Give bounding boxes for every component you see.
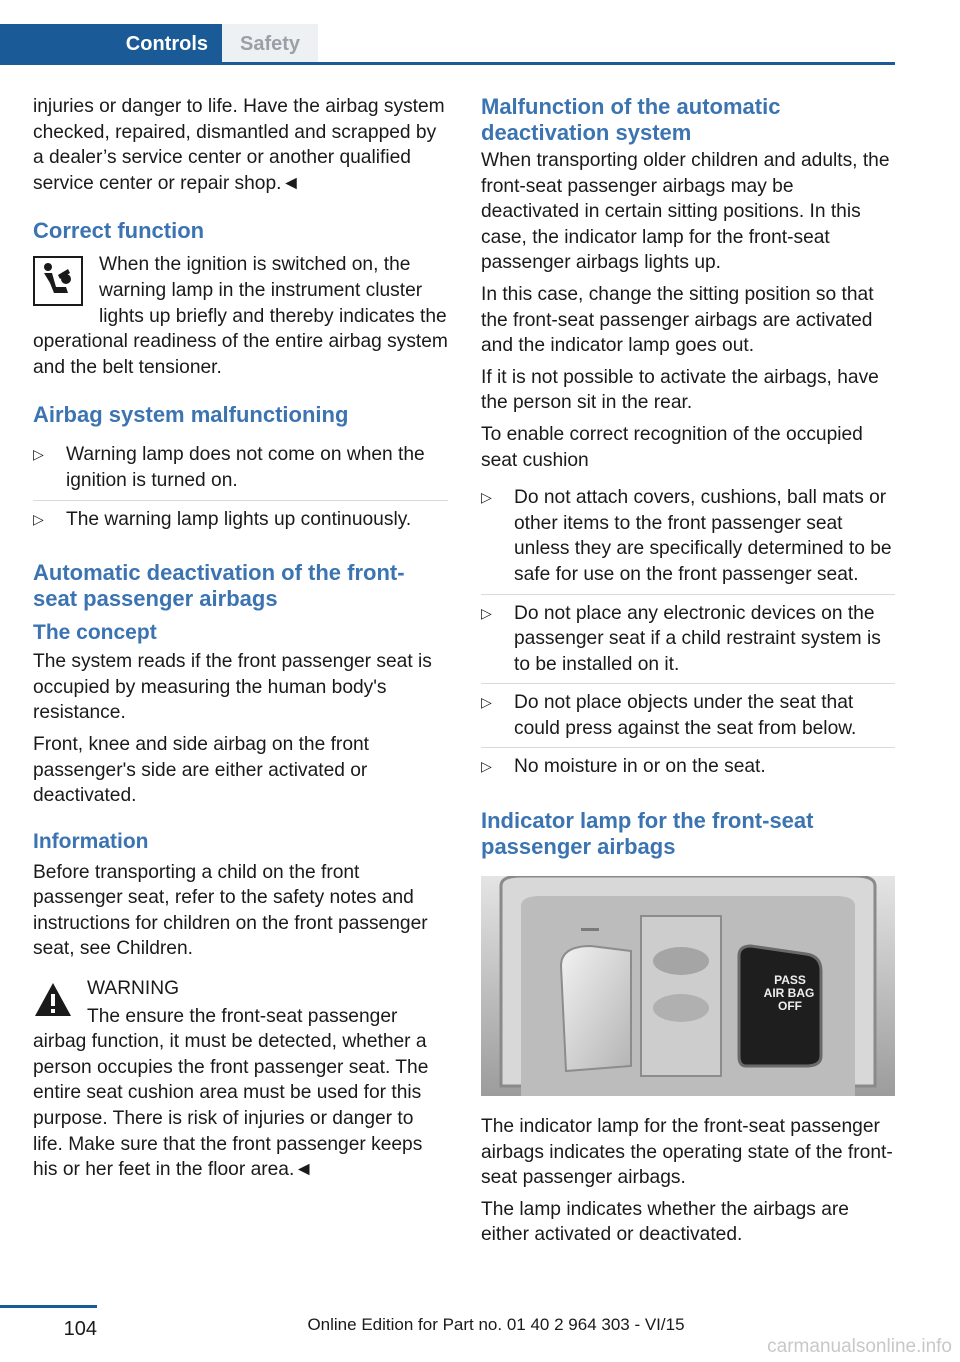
correct-function-block	[33, 252, 448, 380]
list-item: ▷ The warning lamp lights up continuously.	[33, 501, 448, 539]
heading-airbag-malfunction: Airbag system malfunctioning	[33, 402, 349, 428]
warning-title: WARNING	[87, 978, 180, 1000]
concept-paragraph: Front, knee and side airbag on the front passenger's side are either activated or deactivated.	[33, 733, 369, 807]
malfunction-list	[33, 436, 448, 538]
malfunction-auto-paragraph: In this case, change the sitting position so that the front-seat passenger airbags are activated and the indicator lamp goes out.	[481, 283, 874, 357]
heading-indicator-lamp: Indicator lamp for the front-seat passenger airbags	[481, 808, 814, 860]
heading-malfunction-auto: Malfunction of the automatic deactivation system	[481, 94, 781, 145]
indicator-paragraph: The indicator lamp for the front-seat passenger airbags indicates the operating state of the front-seat passenger airbags.	[481, 1116, 893, 1189]
list-item: ▷ Warning lamp does not come on when the ignition is turned on.	[33, 436, 448, 500]
seat-cushion-list	[481, 479, 895, 786]
watermark: carmanualsonline.info	[767, 1336, 952, 1357]
photo-label-airbag: AIR BAG	[763, 986, 815, 1001]
warning-triangle-icon	[33, 980, 73, 1020]
list-item: ▷ Do not place objects under the seat that could press against the seat from below.	[481, 684, 895, 748]
photo-label-pass: PASS	[774, 973, 806, 988]
triangle-bullet-icon: ▷	[33, 510, 44, 527]
malfunction-auto-paragraph: To enable correct recognition of the occupied seat cushion	[481, 423, 863, 471]
triangle-bullet-icon: ▷	[481, 489, 492, 506]
indicator-paragraph: The lamp indicates whether the airbags are either activated or deactivated.	[481, 1198, 849, 1246]
tab-controls[interactable]: Controls	[0, 24, 226, 62]
left-column	[33, 94, 448, 1189]
indicator-lamp-photo	[481, 876, 895, 1096]
edition-footer: Online Edition for Part no. 01 40 2 964 303 - VI/15	[307, 1315, 685, 1334]
triangle-bullet-icon: ▷	[481, 604, 492, 621]
triangle-bullet-icon: ▷	[481, 694, 492, 711]
triangle-bullet-icon: ▷	[481, 758, 492, 775]
heading-information: Information	[33, 829, 149, 853]
tab-safety[interactable]: Safety	[222, 24, 318, 62]
heading-concept: The concept	[33, 621, 157, 645]
information-paragraph: Before transporting a child on the front passenger seat, refer to the safety notes and instructions for children on the front passenger seat, see Children.	[33, 861, 428, 960]
triangle-bullet-icon: ▷	[33, 446, 44, 463]
list-item: ▷ Do not attach covers, cushions, ball mats or other items to the front passenger seat unless they are specifically determined to be safe for use on the front passenger seat.	[481, 479, 895, 594]
photo-label-off: OFF	[778, 999, 802, 1014]
heading-auto-deactivation: Automatic deactivation of the front-seat passenger airbags	[33, 560, 405, 612]
section-tabs	[0, 24, 895, 65]
airbag-warning-icon	[33, 256, 87, 306]
warning-text: The ensure the front-seat passenger airbag function, it must be detected, whether a person occupies the front passenger seat. The entire seat cushion area must be used for this purpose. There is risk of injuries or danger to life. Make sure that the front passenger keeps his or her feet in the floor area.◄	[33, 1005, 429, 1181]
list-item: ▷ No moisture in or on the seat.	[481, 748, 895, 786]
correct-function-text: When the ignition is switched on, the warning lamp in the instrument cluster lights up briefly and thereby indicates the operational readiness of the entire airbag system and the belt tensioner.	[33, 254, 448, 378]
right-column	[481, 94, 895, 1254]
intro-paragraph: injuries or danger to life. Have the airbag system checked, repaired, dismantled and scrapped by a dealer’s service center or another qualified service center or repair shop.◄	[33, 96, 445, 194]
page-number: 104	[0, 1305, 97, 1341]
heading-correct-function: Correct function	[33, 218, 205, 244]
concept-paragraph: The system reads if the front passenger seat is occupied by measuring the human body's resistance.	[33, 651, 432, 724]
malfunction-auto-paragraph: If it is not possible to activate the airbags, have the person sit in the rear.	[481, 366, 879, 414]
malfunction-auto-paragraph: When transporting older children and adults, the front-seat passenger airbags may be deactivated in certain sitting positions. In this case, the indicator lamp for the front-seat passenger airbags lights up.	[481, 150, 890, 274]
warning-block	[33, 976, 448, 1183]
list-item: ▷ Do not place any electronic devices on the passenger seat if a child restraint system is to be installed on it.	[481, 595, 895, 685]
